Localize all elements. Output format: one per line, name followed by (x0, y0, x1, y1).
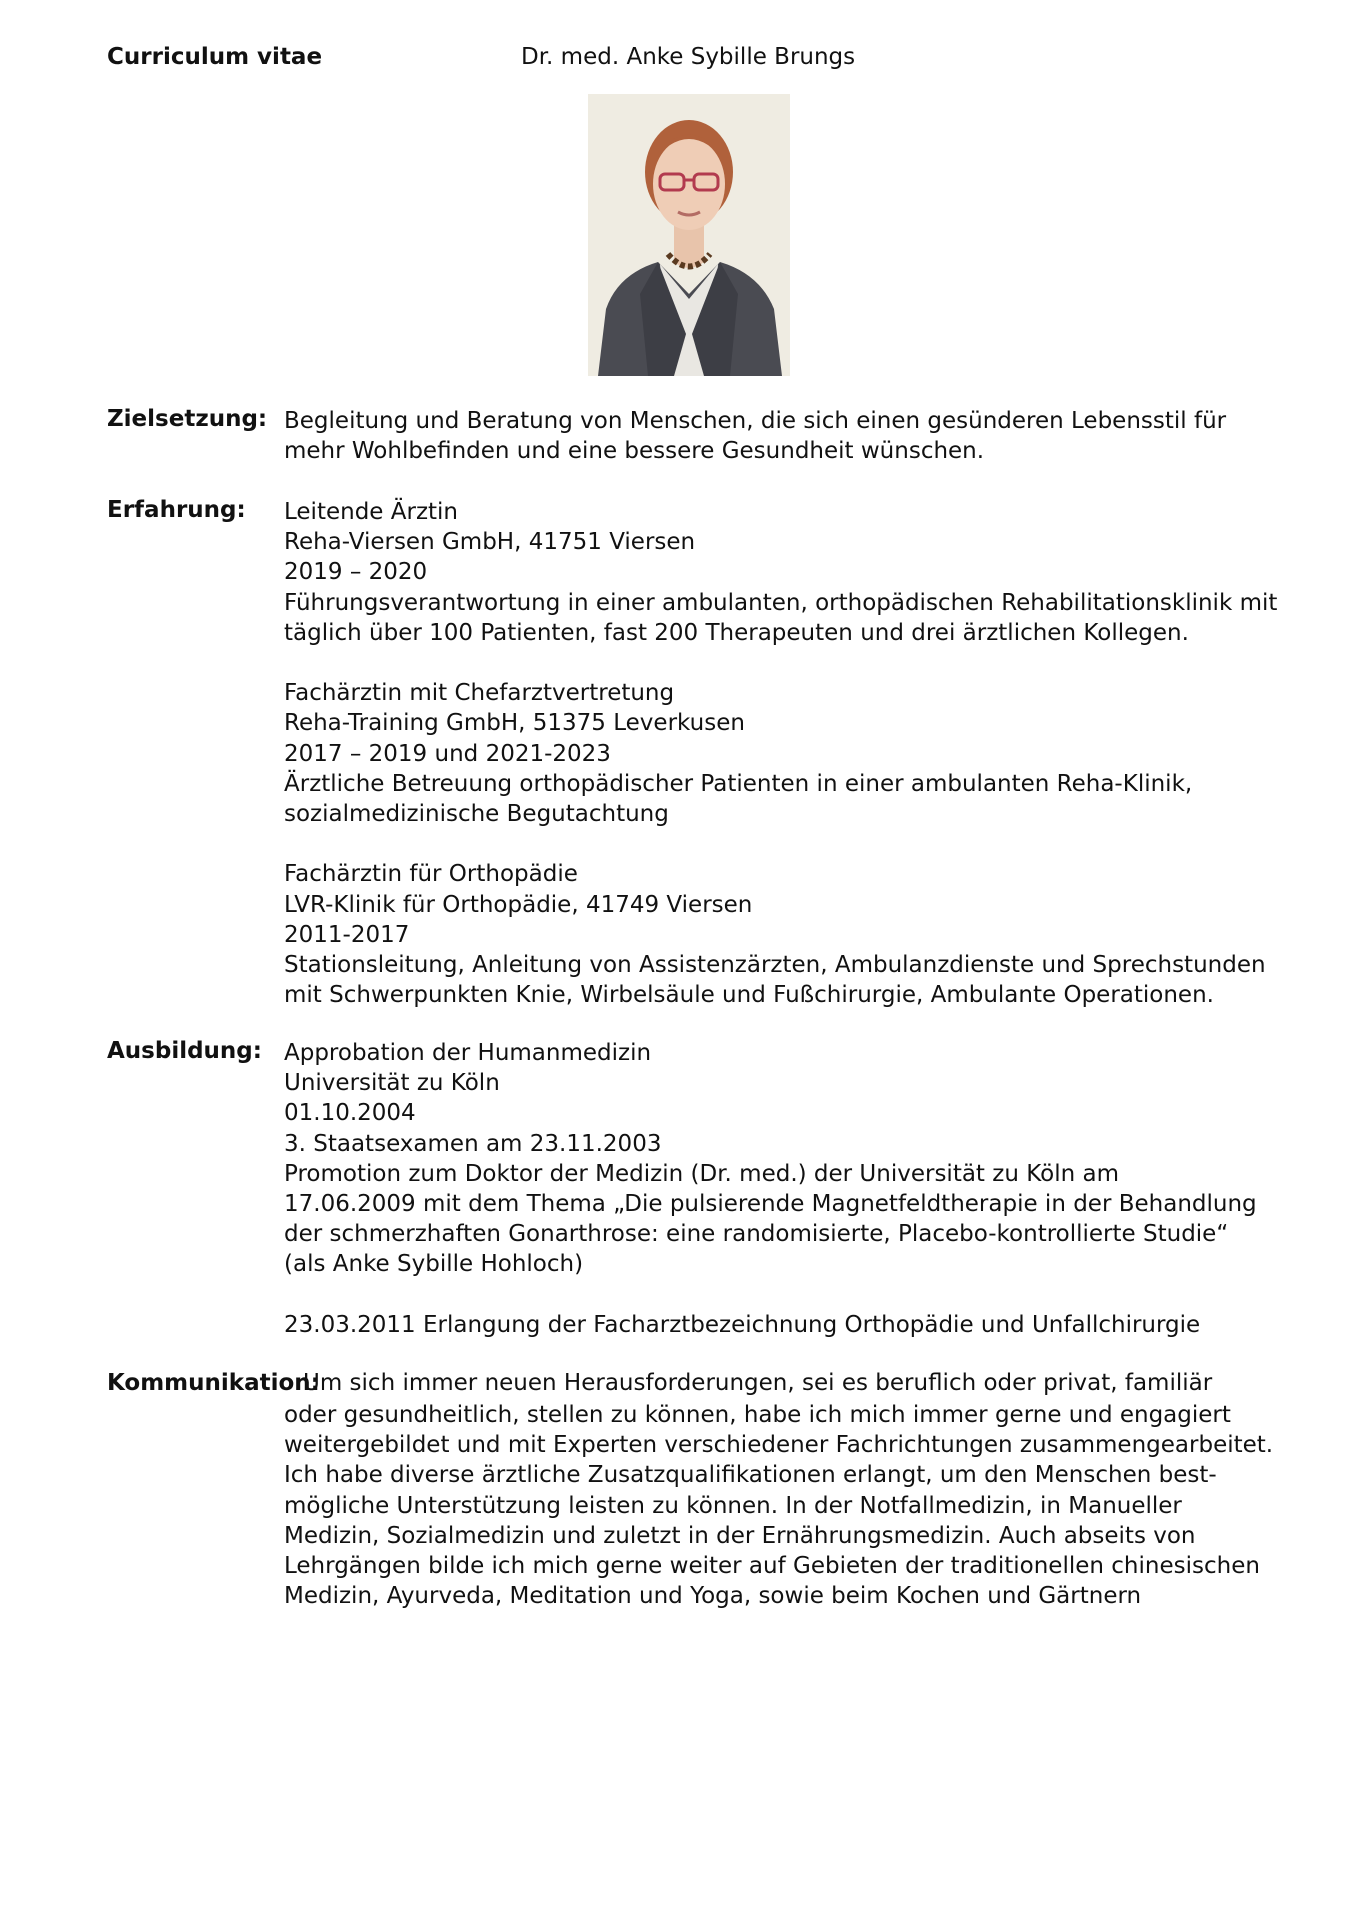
text-line: Begleitung und Beratung von Menschen, die sich einen gesünderen Lebensstil für (284, 408, 1227, 434)
text-line: Medizin, Ayurveda, Meditation und Yoga, sowie beim Kochen und Gärtnern (284, 1583, 1142, 1610)
period: 2011-2017 (284, 921, 410, 948)
job-title: Leitende Ärztin (284, 499, 459, 525)
job-title: Fachärztin mit Chefarztvertretung (284, 680, 675, 707)
text-line: Promotion zum Doktor der Medizin (Dr. med.) der Universität zu Köln am (284, 1160, 1120, 1187)
text-line: oder gesundheitlich, stellen zu können, habe ich mich immer gerne und engagiert (284, 1402, 1231, 1428)
zielsetzung-text (284, 406, 1284, 466)
experience-entry (284, 497, 1284, 648)
text-line: 3. Staatsexamen am 23.11.2003 (284, 1130, 662, 1157)
text-line: mögliche Unterstützung leisten zu können. In der Notfallmedizin, in Manueller (284, 1492, 1182, 1519)
text-line: (als Anke Sybille Hohloch) (284, 1251, 584, 1278)
description-line: sozialmedizinische Begutachtung (284, 801, 669, 828)
portrait-photo (588, 94, 790, 376)
text-line: mehr Wohlbefinden und eine bessere Gesundheit wünschen. (284, 438, 985, 465)
ausbildung-label: Ausbildung: (107, 1038, 262, 1064)
employer: LVR-Klinik für Orthopädie, 41749 Viersen (284, 891, 753, 918)
experience-entry (284, 859, 1284, 1010)
text-line: 01.10.2004 (284, 1100, 416, 1127)
description-line: Führungsverantwortung in einer ambulanten, orthopädischen Rehabilitationsklinik mit (284, 589, 1278, 616)
erfahrung-label: Erfahrung: (107, 497, 246, 523)
text-line: weitergebildet und mit Experten verschiedener Fachrichtungen zusammengearbeitet. (284, 1432, 1274, 1459)
kommunikation-label: Kommunikation: (107, 1370, 320, 1396)
text-line: Ich habe diverse ärztliche Zusatzqualifikationen erlangt, um den Menschen best- (284, 1462, 1217, 1489)
text-line: Universität zu Köln (284, 1070, 500, 1097)
ausbildung-text (284, 1038, 1284, 1340)
employer: Reha-Viersen GmbH, 41751 Viersen (284, 529, 696, 556)
employer: Reha-Training GmbH, 51375 Leverkusen (284, 710, 745, 737)
kommunikation-first-line: Um sich immer neuen Herausforderungen, sei es beruflich oder privat, familiär (303, 1370, 1213, 1396)
description-line: Ärztliche Betreuung orthopädischer Patienten in einer ambulanten Reha-Klinik, (284, 770, 1193, 797)
description-line: täglich über 100 Patienten, fast 200 Therapeuten und drei ärztlichen Kollegen. (284, 619, 1189, 646)
job-title: Fachärztin für Orthopädie (284, 861, 578, 888)
zielsetzung-label: Zielsetzung: (107, 406, 268, 432)
erfahrung-text (284, 497, 1284, 1010)
portrait-icon (588, 94, 790, 376)
text-line: der schmerzhaften Gonarthrose: eine randomisierte, Placebo-kontrollierte Studie“ (284, 1221, 1229, 1248)
facharzt-line: 23.03.2011 Erlangung der Facharztbezeichnung Orthopädie und Unfallchirurgie (284, 1311, 1201, 1338)
person-name: Dr. med. Anke Sybille Brungs (521, 44, 856, 70)
document-title: Curriculum vitae (107, 44, 323, 70)
text-line: Approbation der Humanmedizin (284, 1040, 652, 1066)
text-line: Lehrgängen bilde ich mich gerne weiter auf Gebieten der traditionellen chinesischen (284, 1553, 1260, 1580)
description-line: mit Schwerpunkten Knie, Wirbelsäule und Fußchirurgie, Ambulante Operationen. (284, 982, 1214, 1009)
experience-entry (284, 678, 1284, 829)
period: 2019 – 2020 (284, 559, 428, 586)
period: 2017 – 2019 und 2021-2023 (284, 740, 611, 767)
kommunikation-text (284, 1400, 1304, 1611)
text-line: Medizin, Sozialmedizin und zuletzt in der Ernährungsmedizin. Auch abseits von (284, 1522, 1196, 1549)
description-line: Stationsleitung, Anleitung von Assistenzärzten, Ambulanzdienste und Sprechstunden (284, 952, 1266, 979)
text-line: 17.06.2009 mit dem Thema „Die pulsierende Magnetfeldtherapie in der Behandlung (284, 1191, 1257, 1218)
